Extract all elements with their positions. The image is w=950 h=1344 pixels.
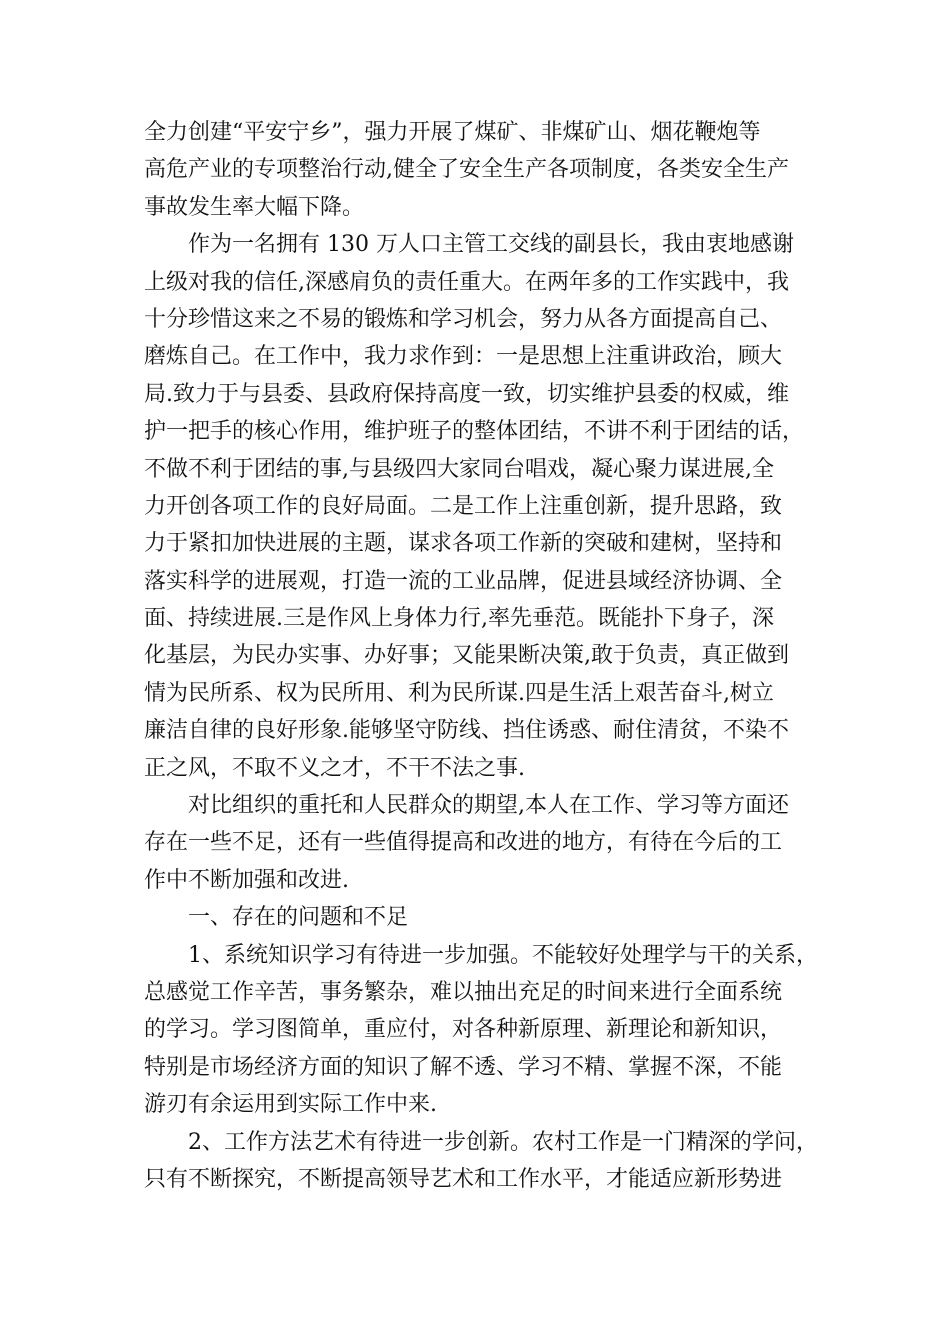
text-line: 正之风，不取不义之才，不干不法之事.: [144, 755, 525, 781]
text-line: 护一把手的核心作用，维护班子的整体团结，不讲不利于团结的话，: [144, 419, 805, 445]
text-line: 高危产业的专项整治行动,健全了安全生产各项制度，各类安全生产: [144, 157, 789, 183]
text-line: 的学习。学习图简单，重应付，对各种新原理、新理论和新知识，: [144, 1017, 783, 1043]
text-line: 情为民所系、权为民所用、利为民所谋.四是生活上艰苦奋斗,树立: [144, 680, 774, 706]
text-line: 力开创各项工作的良好局面。二是工作上注重创新，提升思路，致: [144, 493, 783, 519]
text-line: 存在一些不足，还有一些值得提高和改进的地方，有待在今后的工: [144, 830, 783, 856]
text-line: 磨炼自己。在工作中，我力求作到：一是思想上注重讲政治，顾大: [144, 344, 783, 370]
text-line: 局.致力于与县委、县政府保持高度一致，切实维护县委的权威，维: [144, 381, 789, 407]
paragraph-start-line: 2、工作方法艺术有待进一步创新。农村工作是一门精深的学问，: [188, 1129, 818, 1155]
body-text: [144, 114, 824, 1198]
text-line: 特别是市场经济方面的知识了解不透、学习不精、掌握不深，不能: [144, 1054, 783, 1080]
text-line: 不做不利于团结的事,与县级四大家同台唱戏，凝心聚力谋进展,全: [144, 456, 774, 482]
text-line: 只有不断探究，不断提高领导艺术和工作水平，才能适应新形势进: [144, 1166, 783, 1192]
text-line: 化基层，为民办实事、办好事；又能果断决策,敢于负责，真正做到: [144, 643, 789, 669]
paragraph-start-line: 1、系统知识学习有待进一步加强。不能较好处理学与干的关系，: [188, 942, 818, 968]
paragraph-start-line: 作为一名拥有 130 万人口主管工交线的副县长，我由衷地感谢: [188, 232, 794, 258]
text-line: 事故发生率大幅下降。: [144, 194, 365, 220]
text-line: 游刃有余运用到实际工作中来.: [144, 1092, 437, 1118]
text-line: 作中不断加强和改进.: [144, 867, 349, 893]
paragraph-start-line: 对比组织的重托和人民群众的期望,本人在工作、学习等方面还: [188, 793, 789, 819]
text-line: 总感觉工作辛苦，事务繁杂，难以抽出充足的时间来进行全面系统: [144, 979, 783, 1005]
text-line: 上级对我的信任,深感肩负的责任重大。在两年多的工作实践中，我: [144, 269, 789, 295]
text-line: 落实科学的进展观，打造一流的工业品牌，促进县域经济协调、全: [144, 568, 783, 594]
text-line: 廉洁自律的良好形象.能够坚守防线、挡住诱惑、耐住清贫，不染不: [144, 718, 789, 744]
text-line: 全力创建“平安宁乡”，强力开展了煤矿、非煤矿山、烟花鞭炮等: [144, 120, 761, 145]
text-line: 面、持续进展.三是作风上身体力行,率先垂范。既能扑下身子，深: [144, 606, 774, 632]
text-line: 力于紧扣加快进展的主题，谋求各项工作新的突破和建树，坚持和: [144, 531, 783, 557]
paragraph-start-line: 一、存在的问题和不足: [188, 905, 409, 931]
text-line: 十分珍惜这来之不易的锻炼和学习机会，努力从各方面提高自己、: [144, 306, 783, 332]
